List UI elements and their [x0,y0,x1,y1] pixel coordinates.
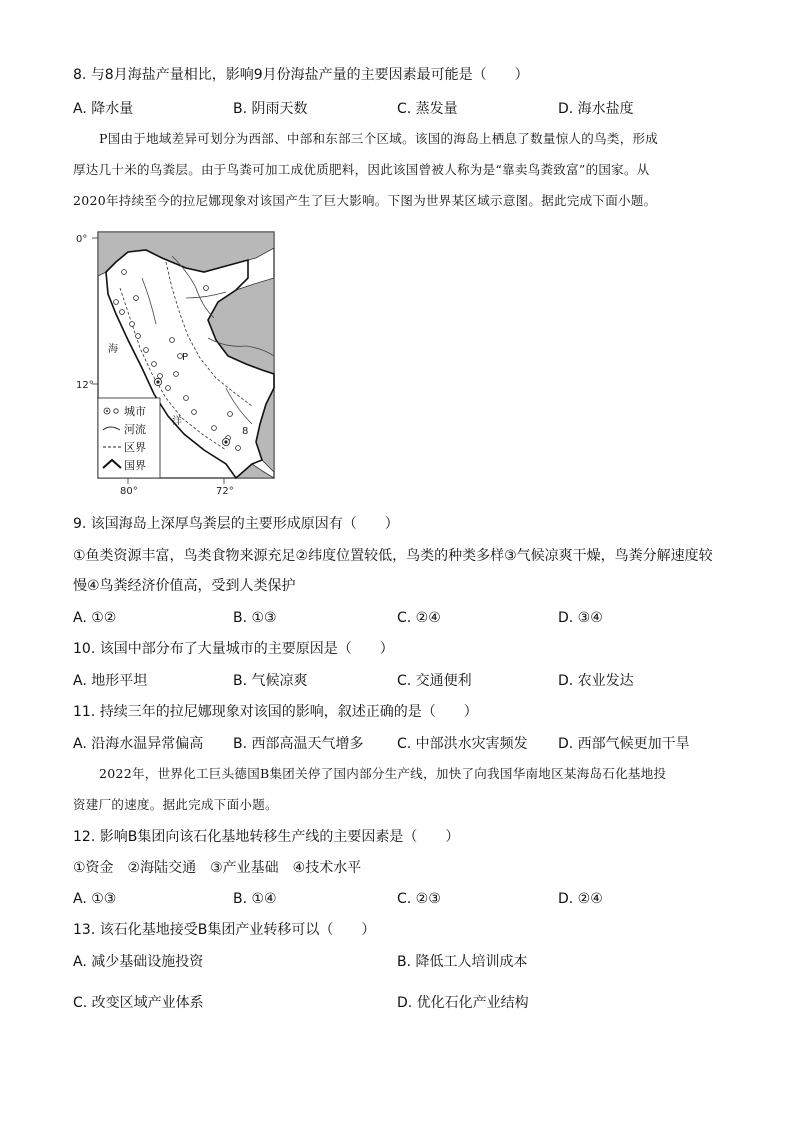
q9-option-a: A. ①② [73,610,117,626]
lon-label-72: 72° [216,486,234,497]
q13-option-b: B. 降低工人培训成本 [397,954,528,970]
sea-label-2: 洋 [172,416,182,427]
lat-label-12: 12° [76,380,94,391]
q12-statement: ①资金 ②海陆交通 ③产业基础 ④技术水平 [73,860,362,876]
legend-city-label: 城市 [124,405,146,418]
sea-label-1: 海 [108,344,118,355]
q9-statement-line-2: 慢④鸟粪经济价值高，受到人类保护 [73,578,296,594]
passage-2-line: 资建厂的速度。据此完成下面小题。 [73,797,278,812]
q11-option-c: C. 中部洪水灾害频发 [397,736,528,752]
q10-option-b: B. 气候凉爽 [233,673,308,689]
q11-option-b: B. 西部高温天气增多 [233,736,364,752]
marker-label: 8 [242,426,249,437]
q8-stem: 8. 与8月海盐产量相比，影响9月份海盐产量的主要因素最可能是（ ） [73,67,529,83]
passage-1-line: 厚达几十米的鸟粪层。由于鸟粪可加工成优质肥料，因此该国曾被人称为是“靠卖鸟粪致富”的国家。从 [73,162,650,177]
q13-stem: 13. 该石化基地接受B集团产业转移可以（ ） [73,922,376,938]
q11-option-d: D. 西部气候更加干旱 [558,736,690,752]
legend-border-label: 国界 [124,459,146,472]
q8-option-c: C. 蒸发量 [397,101,458,117]
q12-option-c: C. ②③ [397,891,441,907]
q9-option-b: B. ①③ [233,610,277,626]
q12-option-b: B. ①④ [233,891,277,907]
q8-option-b: B. 阴雨天数 [233,101,308,117]
q10-option-c: C. 交通便利 [397,673,472,689]
q9-statement-line-1: ①鱼类资源丰富，鸟类食物来源充足②纬度位置较低，鸟类的种类多样③气候凉爽干燥，鸟粪分解速度较 [73,548,713,564]
q9-stem: 9. 该国海岛上深厚鸟粪层的主要形成原因有（ ） [73,516,399,532]
q10-option-d: D. 农业发达 [558,673,634,689]
q12-option-d: D. ②④ [558,891,603,907]
q11-option-a: A. 沿海水温异常偏高 [73,736,204,752]
q8-option-a: A. 降水量 [73,101,134,117]
passage-2-line: 2022年，世界化工巨头德国B集团关停了国内部分生产线，加快了向我国华南地区某海岛石化基地投 [99,766,667,781]
q10-stem: 10. 该国中部分布了大量城市的主要原因是（ ） [73,641,394,657]
lon-label-80: 80° [120,486,138,497]
region-label-p: P [182,352,189,363]
q13-option-a: A. 减少基础设施投资 [73,954,204,970]
passage-2 [73,758,723,820]
q10-option-a: A. 地形平坦 [73,673,148,689]
passage-1-line: 2020年持续至今的拉尼娜现象对该国产生了巨大影响。下图为世界某区域示意图。据此完成下面小题。 [73,193,657,208]
passage-1 [73,123,723,216]
q13-option-c: C. 改变区域产业体系 [73,995,204,1011]
lat-label-0: 0° [76,234,88,245]
q11-stem: 11. 持续三年的拉尼娜现象对该国的影响，叙述正确的是（ ） [73,704,478,720]
q13-option-d: D. 优化石化产业结构 [397,995,529,1011]
q12-option-a: A. ①③ [73,891,117,907]
q9-option-c: C. ②④ [397,610,441,626]
region-map [76,228,286,500]
passage-1-line: P国由于地域差异可划分为西部、中部和东部三个区域。该国的海岛上栖息了数量惊人的鸟类，形成 [99,131,659,146]
q9-option-d: D. ③④ [558,610,603,626]
legend-river-label: 河流 [124,423,146,436]
q8-option-d: D. 海水盐度 [558,101,634,117]
legend-region-label: 区界 [124,441,146,454]
q12-stem: 12. 影响B集团向该石化基地转移生产线的主要因素是（ ） [73,829,460,845]
